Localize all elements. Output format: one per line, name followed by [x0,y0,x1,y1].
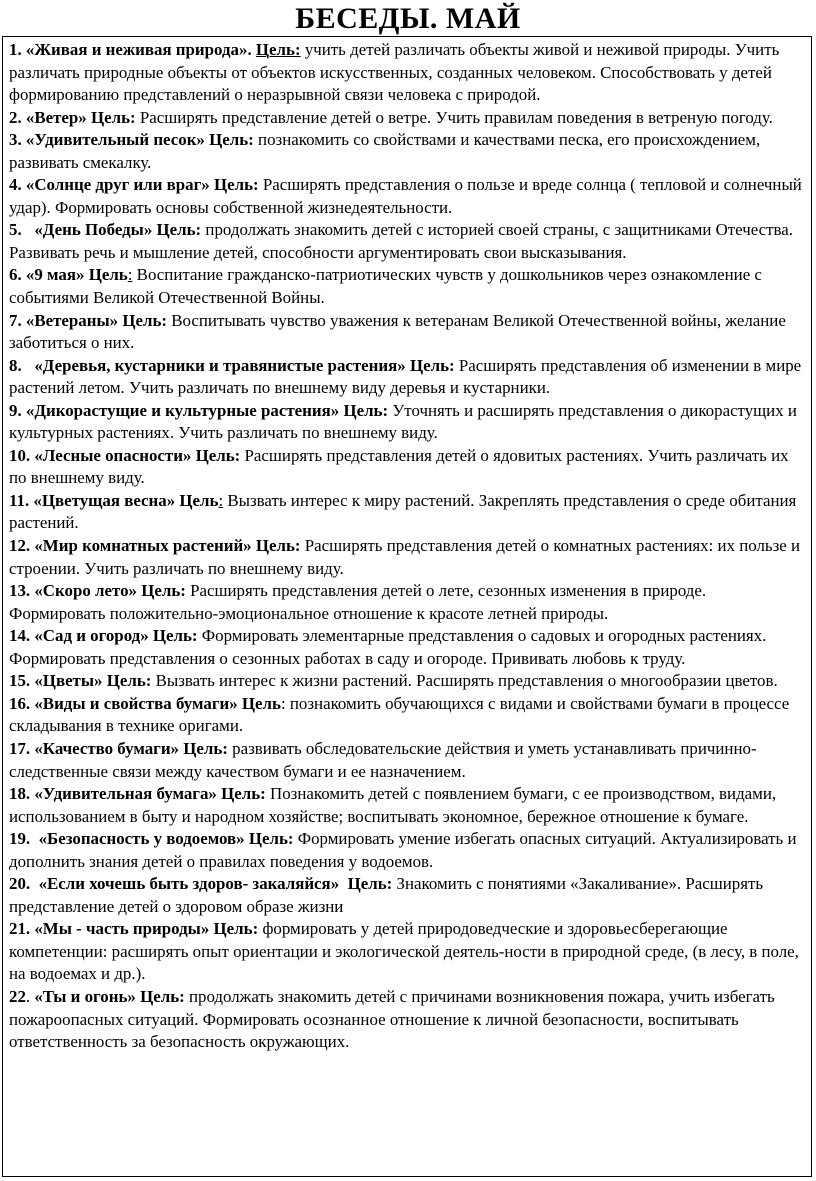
item-description: Вызвать интерес к миру растений. Закреплять представления о среде обитания растений. [9,490,797,533]
goal-label: Цель: [343,400,389,420]
list-item [9,783,805,828]
conversations-list [2,36,812,1177]
goal-label: Цель: [183,738,228,758]
list-item [9,873,805,918]
goal-label: Цель: [152,626,198,646]
list-item [9,918,805,986]
item-description: Расширять представление детей о ветре. Учить правилам поведения в ветреную погоду. [139,107,773,127]
list-item [9,39,805,107]
item-number: 1. [9,40,22,59]
item-description: Формировать умение избегать опасных ситуаций. Актуализировать и дополнить знания детей о правилах поведения у водоемов. [9,829,797,871]
goal-label: Цель [88,265,128,285]
list-item [9,355,805,400]
goal-label: Цель: [213,175,259,195]
item-description: развивать обследовательские действия и уметь устанавливать причинно-следственные связи между качеством бумаги и ее назначением. [9,738,757,781]
item-topic: «9 мая» [25,265,85,285]
item-description: Воспитывать чувство уважения к ветеранам Великой Отечественной войны, желание заботиться о них. [9,310,786,353]
goal-label: Цель: [106,671,152,691]
goal-colon: : [127,265,133,285]
item-description: : познакомить обучающихся с видами и свойствами бумаги в процессе складывания в технике оригами. [9,693,790,736]
item-topic: «Виды и свойства бумаги» [34,693,238,713]
item-description: продолжать знакомить детей с историей своей страны, с защитниками Отечества. Развивать речь и мышление детей, способности аргументировать свои высказывания. [9,220,794,262]
item-number: 14. [9,626,31,646]
item-number: 21. [9,919,31,939]
list-item [9,107,805,130]
item-number: 2. [9,107,22,127]
item-topic: «Деревья, кустарники и травянистые растения» [25,355,406,375]
list-item [9,174,805,219]
item-topic: «Цветущая весна» [33,490,176,510]
item-number: 20. [9,874,31,894]
item-number: 9. [9,400,22,420]
item-number-dot: . [25,986,31,1006]
item-description: познакомить со свойствами и качествами песка, его происхождением, развивать смекалку. [9,130,761,172]
goal-label: Цель: [122,310,168,330]
item-number: 11. [9,490,30,510]
item-topic: «Скоро лето» [34,581,137,601]
item-description: Формировать элементарные представления о садовых и огородных растениях. Формировать представления о сезонных работах в саду и огороде. Прививать любовь к труду. [9,626,767,668]
item-number: 6. [9,265,22,285]
item-topic: «Качество бумаги» [34,738,180,758]
item-number: 17. [9,738,31,758]
item-topic: «Удивительный песок» [25,130,205,150]
item-description: Расширять представления детей о ядовитых растениях. Учить различать их по внешнему виду. [9,445,789,488]
item-topic: «Мир комнатных растений» [34,536,252,556]
list-item [9,490,805,535]
item-number: 18. [9,784,31,804]
goal-label: Цель: [255,536,301,556]
item-number: 7. [9,310,22,330]
list-item [9,445,805,490]
goal-label: Цель [241,693,281,713]
list-item [9,693,805,738]
list-item [9,535,805,580]
goal-label: Цель: [213,919,259,939]
item-description: Воспитание гражданско-патриотических чувств у дошкольников через ознакомление с событиями Великой Отечественной Войны. [9,265,762,308]
list-item [9,400,805,445]
page-title: БЕСЕДЫ. МАЙ [295,2,521,35]
item-number: 5. [9,220,22,240]
item-number: 16. [9,693,31,713]
item-number: 8. [9,355,22,375]
item-topic: «Сад и огород» [34,626,149,646]
item-number: 19. [9,829,31,849]
list-item [9,310,805,355]
list-item [9,828,805,873]
item-topic: «Мы - часть природы» [34,919,210,939]
item-topic: «Дикорастущие и культурные растения» [25,400,340,420]
item-topic: «Лесные опасности» [34,445,192,465]
item-topic: «Безопасность у водоемов» [34,829,245,849]
item-number: 22 [9,986,26,1006]
item-topic: «Ты и огонь» [34,986,136,1006]
item-number: 3. [9,130,22,150]
item-description: продолжать знакомить детей с причинами возникновения пожара, учить избегать пожароопасных ситуаций. Формировать осознанное отношение к личной безопасности, воспитывать ответственность за безопасность окружающих. [9,986,775,1052]
goal-label: Цель: [141,581,186,601]
item-topic: «Если хочешь быть здоров- закаляйся» [34,874,340,894]
item-description: Познакомить детей с появлением бумаги, с ее производством, видами, использованием в быту и народном хозяйстве; воспитывать экономное, бережное отношение к бумаге. [9,784,777,826]
item-topic: «Ветераны» [25,310,119,330]
goal-label: Цель: [255,40,301,59]
item-description: Знакомить с понятиями «Закаливание». Расширять представление детей о здоровом образе жизни [9,874,764,916]
item-description: формировать у детей природоведческие и здоровьесберегающие компетенции: расширять опыт ориентации и экологической деятель-ности в природной среде, (в лесу, в поле, на водоемах и др.). [9,919,799,984]
item-number: 15. [9,671,31,691]
item-description: Расширять представления об изменении в мире растений летом. Учить различать по внешнему виду деревья и кустарники. [9,355,802,398]
goal-label: Цель: [409,355,455,375]
item-number: 13. [9,581,31,601]
list-item [9,219,805,264]
goal-label: Цель: [343,874,393,894]
goal-label: Цель: [248,829,294,849]
list-item [9,580,805,625]
goal-label: Цель: [221,784,266,804]
goal-label: Цель: [156,220,202,240]
list-item [9,264,805,309]
item-topic: «Ветер» [25,107,87,127]
list-item [9,625,805,670]
item-description: Расширять представления детей о комнатных растениях: их пользе и строении. Учить различать по внешнему виду. [9,536,801,578]
item-description: Уточнять и расширять представления о дикорастущих и культурных растениях. Учить различать по внешнему виду. [9,400,797,443]
item-topic: «День Победы» [25,220,153,240]
goal-label: Цель: [140,986,185,1006]
item-topic: «Солнце друг или враг» [25,175,210,195]
goal-label: Цель: [195,445,241,465]
list-item [9,738,805,783]
goal-label: Цель [179,490,219,510]
list-item [9,129,805,174]
list-item [9,670,805,693]
item-number: 12. [9,536,31,556]
list-item [9,986,805,1054]
item-description: Расширять представления о пользе и вреде солнца ( тепловой и солнечный удар). Формировать основы собственной жизнедеятельности. [9,175,802,217]
goal-colon: : [218,490,224,510]
item-description: учить детей различать объекты живой и неживой природы. Учить различать природные объекты от объектов искусственных, созданных человеком. Способствовать у детей формированию представлений о неразрывной связи человека с природой. [9,40,780,105]
item-topic: «Цветы» [34,671,103,691]
item-description: Вызвать интерес к жизни растений. Расширять представления о многообразии цветов. [155,671,778,691]
item-number: 4. [9,175,22,195]
item-description: Расширять представления детей о лете, сезонных изменения в природе. Формировать положительно-эмоциональное отношение к красоте летней природы. [9,581,707,623]
item-number: 10. [9,445,31,465]
item-topic: «Живая и неживая природа». [25,40,252,59]
item-topic: «Удивительная бумага» [34,784,217,804]
goal-label: Цель: [90,107,136,127]
goal-label: Цель: [209,130,254,150]
